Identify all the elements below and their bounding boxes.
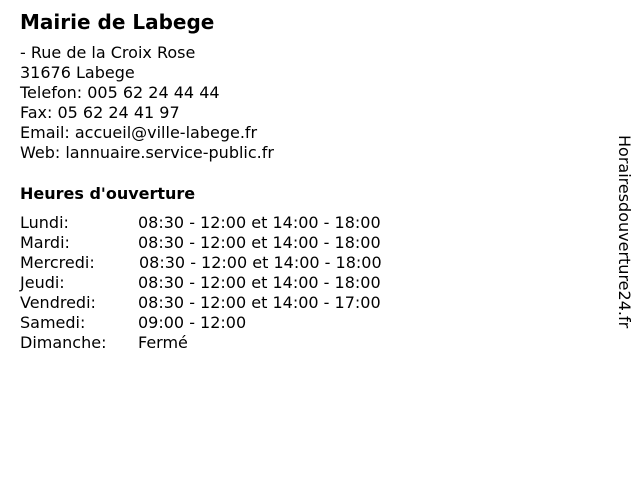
brand-text: Horairesdouverture24.fr xyxy=(615,135,634,329)
web-line: Web: lannuaire.service-public.fr xyxy=(20,143,274,162)
opening-hours-heading: Heures d'ouverture xyxy=(20,184,196,203)
city-line: 31676 Labege xyxy=(20,63,135,82)
day-hours: Fermé xyxy=(138,333,188,352)
day-hours: 08:30 - 12:00 et 14:00 - 18:00 xyxy=(139,253,382,272)
site-brand-watermark xyxy=(611,135,635,375)
page-title: Mairie de Labege xyxy=(20,10,215,34)
day-hours: 08:30 - 12:00 et 14:00 - 18:00 xyxy=(138,233,381,252)
email-line: Email: accueil@ville-labege.fr xyxy=(20,123,258,142)
day-hours: 08:30 - 12:00 et 14:00 - 18:00 xyxy=(138,213,381,232)
day-label: Dimanche: xyxy=(20,333,107,352)
fax-line: Fax: 05 62 24 41 97 xyxy=(20,103,180,122)
day-hours: 08:30 - 12:00 et 14:00 - 18:00 xyxy=(138,273,381,292)
day-label: Jeudi: xyxy=(20,273,65,292)
phone-line: Telefon: 005 62 24 44 44 xyxy=(20,83,220,102)
street-line: - Rue de la Croix Rose xyxy=(20,43,196,62)
day-label: Mardi: xyxy=(20,233,70,252)
day-label: Lundi: xyxy=(20,213,69,232)
day-label: Vendredi: xyxy=(20,293,96,312)
day-label: Mercredi: xyxy=(20,253,95,272)
day-label: Samedi: xyxy=(20,313,86,332)
address-block xyxy=(20,43,274,163)
day-hours: 08:30 - 12:00 et 14:00 - 17:00 xyxy=(138,293,381,312)
day-hours: 09:00 - 12:00 xyxy=(138,313,247,332)
